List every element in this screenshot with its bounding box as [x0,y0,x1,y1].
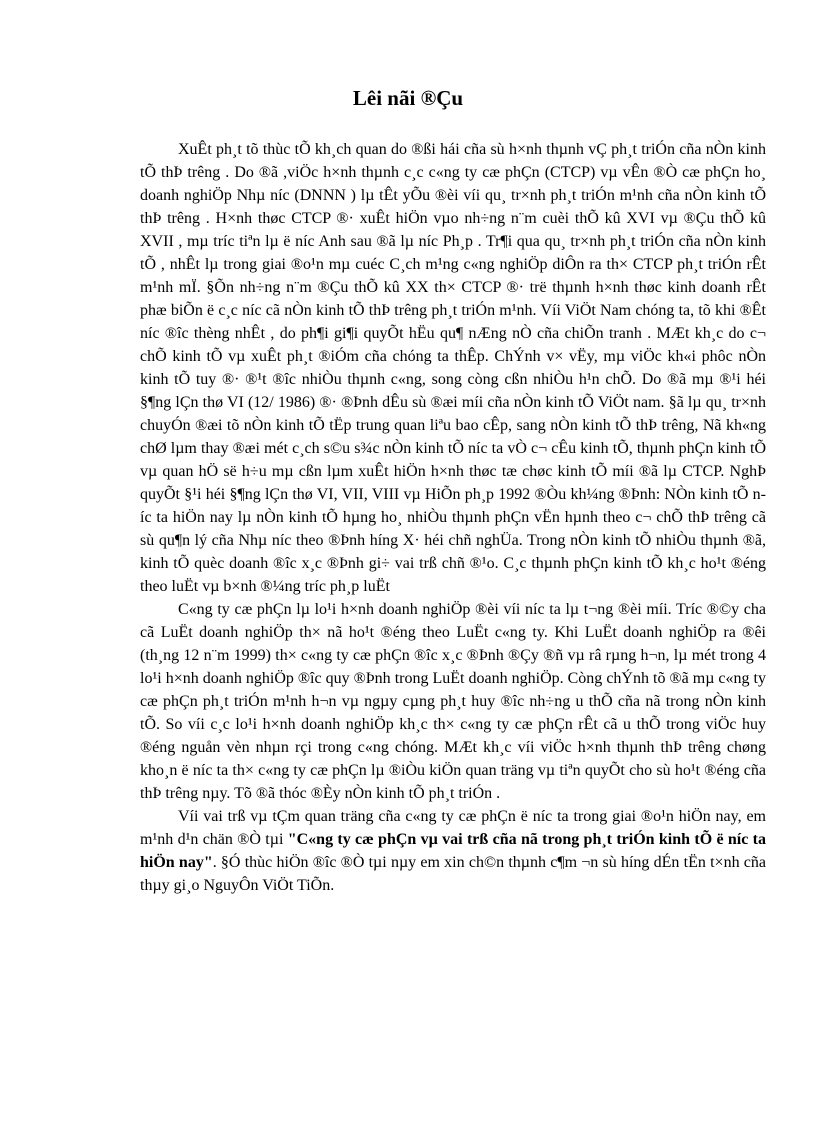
document-body [140,138,766,897]
paragraph-3-intro: Víi vai trß vµ tÇm quan träng cña c«ng ty cæ phÇn ë níc ta trong giai ®o¹n hiÖn nay, em m¹nh d¹n chän ®Ò tµi [140,808,766,848]
paragraph-3 [140,805,766,897]
paragraph-1: XuÊt ph¸t tõ thùc tÕ kh¸ch quan do ®ßi hái cña sù h×nh thµnh vÇ ph¸t triÓn cña nÒn kinh tÕ thÞ trêng . Do ®ã ,viÖc h×nh thµnh c¸c c«ng ty cæ phÇn (CTCP) vµ vÊn ®Ò cæ phÇn ho¸ doanh nghiÖp Nhµ níc (DNNN ) lµ tÊt yÕu ®èi víi qu¸ tr×nh ph¸t triÓn m¹nh cña nÒn kinh tÕ thÞ trêng . H×nh thøc CTCP ®· xuÊt hiÖn vµo nh÷ng n¨m cuèi thÕ kû XVI vµ ®Çu thÕ kû XVII , mµ tríc tiªn lµ ë níc Anh sau ®ã lµ níc Ph¸p . Tr¶i qua qu¸ tr×nh ph¸t triÓn cña nÒn kinh tÕ , nhÊt lµ trong giai ®o¹n mµ cuéc C¸ch m¹ng c«ng nghiÖp diÔn ra th× CTCP ph¸t triÓn rÊt m¹nh mÏ. §Õn nh÷ng n¨m ®Çu thÕ kû XX th× CTCP ®· trë thµnh h×nh thøc kinh doanh rÊt phæ biÕn ë c¸c níc cã nÒn kinh tÕ thÞ trêng ph¸t triÓn m¹nh. Víi ViÖt Nam chóng ta, tõ khi ®Êt níc ®îc thèng nhÊt , do ph¶i gi¶i quyÕt hËu qu¶ nÆng nÒ cña chiÕn tranh . MÆt kh¸c do c¬ chÕ kinh tÕ vµ xuÊt ph¸t ®iÓm cña chóng ta thÊp. ChÝnh v× vËy, mµ viÖc kh«i phôc nÒn kinh tÕ tuy ®· ®¹t ®îc nhiÒu thµnh c«ng, song còng cßn nhiÒu h¹n chÕ. Do ®ã mµ ®¹i héi §¶ng lÇn thø VI (12/ 1986) ®· ®Þnh dÊu sù ®æi míi cña nÒn kinh tÕ ViÖt nam. §ã lµ qu¸ tr×nh chuyÓn ®æi tõ nÒn kinh tÕ tËp trung quan liªu bao cÊp, sang nÒn kinh tÕ thÞ trêng, Nã kh«ng chØ lµm thay ®æi mét c¸ch s©u s¾c nÒn kinh tÕ níc ta vÒ c¬ cÊu kinh tÕ, thµnh phÇn kinh tÕ vµ quan hÖ së h÷u mµ cßn lµm xuÊt hiÖn h×nh thøc tæ chøc kinh tÕ míi ®ã lµ CTCP. NghÞ quyÕt §¹i héi §¶ng lÇn thø VI, VII, VIII vµ HiÕn ph¸p 1992 ®Òu kh¼ng ®Þnh: NÒn kinh tÕ níc ta hiÖn nay lµ nÒn kinh tÕ hµng ho¸ nhiÒu thµnh phÇn vËn hµnh theo c¬ chÕ thÞ trêng cã sù qu¶n lý cña Nhµ níc theo ®Þnh híng X· héi chñ nghÜa. Trong nÒn kinh tÕ nhiÒu thµnh ®ã, kinh tÕ quèc doanh ®îc x¸c ®Þnh gi÷ vai trß chñ ®¹o. C¸c thµnh phÇn kinh tÕ kh¸c ho¹t ®éng theo luËt vµ b×nh ®¼ng tríc ph¸p luËt [140,141,766,595]
page-title: Lêi nãi ®Çu [352,86,464,110]
paragraph-3-closing: . §Ó thùc hiÖn ®îc ®Ò tµi nµy em xin ch©n thµnh c¶m ¬n sù híng dÉn tËn t×nh cña thµy gi¸o NguyÔn ViÖt TiÕn. [140,854,766,894]
thesis-topic: "C«ng ty cæ phÇn vµ vai trß cña nã trong ph¸t triÓn kinh tÕ ë níc ta hiÖn nay" [140,831,767,871]
paragraph-2: C«ng ty cæ phÇn lµ lo¹i h×nh doanh nghiÖp ®èi víi níc ta lµ t¬ng ®èi míi. Tríc ®©y cha cã LuËt doanh nghiÖp th× nã ho¹t ®éng theo LuËt c«ng ty. Khi LuËt doanh nghiÖp ra ®êi (th¸ng 12 n¨m 1999) th× c«ng ty cæ phÇn ®îc x¸c ®Þnh ®Çy ®ñ vµ râ rµng h¬n, lµ mét trong 4 lo¹i h×nh doanh nghiÖp ®îc quy ®Þnh trong LuËt doanh nghiÖp. Còng chÝnh tõ ®ã mµ c«ng ty cæ phÇn ph¸t triÓn m¹nh h¬n vµ ngµy cµng ph¸t huy ®îc nh÷ng u thÕ cña nã trong nÒn kinh tÕ. So víi c¸c lo¹i h×nh doanh nghiÖp kh¸c th× c«ng ty cæ phÇn rÊt cã u thÕ trong viÖc huy ®éng nguån vèn nhµn rçi trong c«ng chóng. MÆt kh¸c víi viÖc h×nh thµnh thÞ trêng chøng kho¸n ë níc ta th× c«ng ty cæ phÇn lµ ®iÒu kiÖn quan träng vµ tiªn quyÕt cho sù ho¹t ®éng cña thÞ trêng nµy. Tõ ®ã thóc ®Èy nÒn kinh tÕ ph¸t triÓn . [140,601,766,802]
